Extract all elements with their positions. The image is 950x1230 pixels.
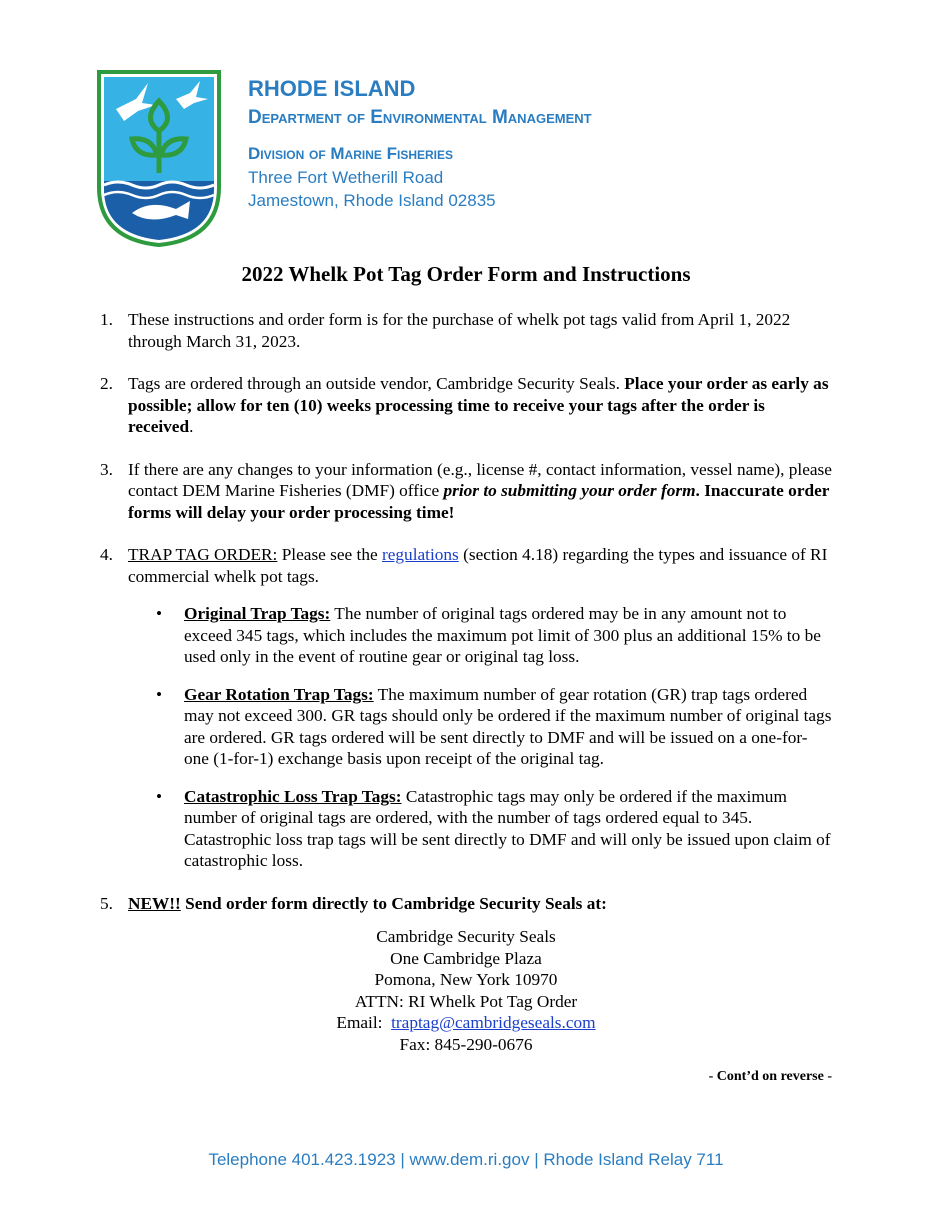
division-name: Division of Marine Fisheries [248,144,454,163]
vendor-name: Cambridge Security Seals [376,927,556,946]
address-line-1: Three Fort Wetherill Road [248,168,444,187]
bullet-item: • Original Trap Tags: The number of original tags ordered may be in any amount not to exceed 345 tags, which includes the maximum pot limit of 300 plus an additional 15% to be used only in the event of routine gear or original tag loss. [156,604,821,666]
vendor-email-line: Email: traptag@cambridgeseals.com [336,1013,596,1032]
vendor-address [0,926,932,1055]
continued-note: - Cont’d on reverse - [708,1069,832,1084]
bullet-item: • Catastrophic Loss Trap Tags: Catastrophic tags may only be ordered if the maximum number of original tags are ordered, with the number of tags ordered equal to 345. Catastrophic loss trap tags will be sent directly to DMF and will only be issued upon claim of catastrophic loss. [156,786,831,870]
footer-contact: Telephone 401.423.1923 | www.dem.ri.gov | Rhode Island Relay 711 [208,1150,724,1169]
list-item: 5. NEW!! Send order form directly to Cambridge Security Seals at: [100,893,607,913]
page-title: 2022 Whelk Pot Tag Order Form and Instructions [241,262,691,286]
state-name: RHODE ISLAND [248,76,416,101]
vendor-street: One Cambridge Plaza [390,948,542,968]
list-item: 4. TRAP TAG ORDER: Please see the regulations (section 4.18) regarding the types and issuance of RI commercial whelk pot tags. • Original Trap Tags: The number of original tags ordered may be in any amount not to exceed 345 tags, which includes the maximum pot limit of 300 plus an additional 15% to be used only in the event of routine gear or original tag loss. • Gear Rotation Trap Tags: The maximum number of gear rotation (GR) trap tags ordered may not exceed 300. GR tags should only be ordered if the maximum number of original tags are ordered. GR tags ordered will be sent directly to DMF and will be issued on a one-for-one (1-for-1) exchange basis upon receipt of the original tag. • Catastrophic Loss Trap Tags: Catastrophic tags may only be ordered if the maximum number of original tags are ordered, with the number of tags ordered equal to 345. Catastrophic loss trap tags will be sent directly to DMF and will only be issued upon claim of catastrophic loss. [100,545,832,870]
regulations-link[interactable]: regulations [381,545,459,564]
ri-dem-logo [96,69,222,247]
agency-header [248,74,592,212]
department-name: Department of Environmental Management [248,107,592,128]
instructions-list [100,309,832,935]
vendor-fax: Fax: 845-290-0676 [399,1034,533,1054]
list-item: 2. Tags are ordered through an outside vendor, Cambridge Security Seals. Place your order as early as possible; allow for ten (10) weeks processing time to receive your tags after the order is received. [100,374,829,436]
bullet-item: • Gear Rotation Trap Tags: The maximum number of gear rotation (GR) trap tags ordered may not exceed 300. GR tags should only be ordered if the maximum number of original tags are ordered. GR tags ordered will be sent directly to DMF and will be issued on a one-for-one (1-for-1) exchange basis upon receipt of the original tag. [156,684,832,768]
vendor-attn: ATTN: RI Whelk Pot Tag Order [354,991,578,1011]
list-item: 1. These instructions and order form is for the purchase of whelk pot tags valid from April 1, 2022 through March 31, 2023. [100,310,791,351]
address-line-2: Jamestown, Rhode Island 02835 [248,191,496,210]
vendor-city: Pomona, New York 10970 [374,970,558,989]
list-item: 3. If there are any changes to your information (e.g., license #, contact information, vessel name), please contact DEM Marine Fisheries (DMF) office prior to submitting your order form. Inaccurate order forms will delay your order processing time! [100,459,832,522]
vendor-email-link[interactable]: traptag@cambridgeseals.com [391,1013,596,1032]
